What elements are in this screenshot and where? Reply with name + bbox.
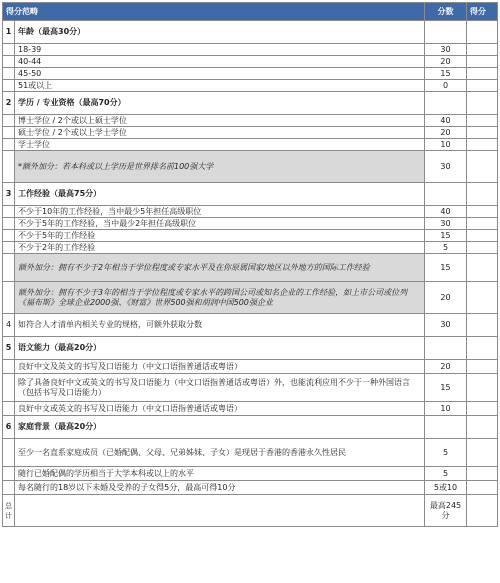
row-label: 随行已婚配偶的学历相当于大学本科或以上的水平 — [15, 467, 425, 481]
section-number: 4 — [3, 314, 15, 337]
bonus-row — [3, 254, 498, 282]
row-score: 5 — [425, 242, 467, 254]
row-label: 不少于2年的工作经验 — [15, 242, 425, 254]
bonus-label: *额外加分：若本科或以上学历是世界排名前100强大学 — [15, 151, 425, 183]
table-row — [3, 115, 498, 127]
row-score: 10 — [425, 139, 467, 151]
row-score: 20 — [425, 127, 467, 139]
bonus-label: 额外加分：拥有不少于2年相当于学位程度或专家水平及在你原属国家/地区以外地方的国际工作经验 — [15, 254, 425, 282]
table-row — [3, 44, 498, 56]
section-title: 家庭背景（最高20分） — [15, 416, 425, 439]
section-talent — [3, 314, 498, 337]
row-score: 30 — [425, 218, 467, 230]
section-title: 学历 / 专业资格（最高70分） — [15, 92, 425, 115]
section-number: 6 — [3, 416, 15, 439]
table-row — [3, 127, 498, 139]
table-row — [3, 481, 498, 495]
header-my-score: 得分 — [467, 3, 498, 21]
row-score: 30 — [425, 314, 467, 337]
table-row — [3, 80, 498, 92]
table-row — [3, 360, 498, 374]
points-table — [2, 2, 498, 527]
row-score: 40 — [425, 115, 467, 127]
row-score: 20 — [425, 360, 467, 374]
row-label: 良好中文或英文的书写及口语能力（中文口语指普通话或粤语） — [15, 402, 425, 416]
section-number: 2 — [3, 92, 15, 115]
row-score: 10 — [425, 402, 467, 416]
row-label: 不少于10年的工作经验，当中最少5年担任高级职位 — [15, 206, 425, 218]
total-score: 最高245分 — [425, 495, 467, 527]
row-label: 40-44 — [15, 56, 425, 68]
row-score: 0 — [425, 80, 467, 92]
section-work — [3, 183, 498, 206]
row-score: 5或10 — [425, 481, 467, 495]
bonus-score: 30 — [425, 151, 467, 183]
table-row — [3, 139, 498, 151]
table-row — [3, 467, 498, 481]
table-row — [3, 218, 498, 230]
section-age — [3, 21, 498, 44]
row-score: 15 — [425, 374, 467, 402]
table-row — [3, 242, 498, 254]
table-row — [3, 206, 498, 218]
row-label: 不少于5年的工作经验 — [15, 230, 425, 242]
row-label: 硕士学位 / 2个或以上学士学位 — [15, 127, 425, 139]
table-row — [3, 402, 498, 416]
row-score: 15 — [425, 230, 467, 242]
section-language — [3, 337, 498, 360]
row-label: 博士学位 / 2个或以上硕士学位 — [15, 115, 425, 127]
section-title: 年龄（最高30分） — [15, 21, 425, 44]
section-title: 工作经验（最高75分） — [15, 183, 425, 206]
section-family — [3, 416, 498, 439]
total-row — [3, 495, 498, 527]
bonus-score: 20 — [425, 282, 467, 314]
table-row — [3, 439, 498, 467]
row-label: 良好中文及英文的书写及口语能力（中文口语指普通话或粤语） — [15, 360, 425, 374]
row-label: 除了具备良好中文或英文的书写及口语能力（中文口语指普通话或粤语）外，也能流利应用不少于一种外国语言（包括书写及口语能力） — [15, 374, 425, 402]
row-label: 每名随行的18岁以下未婚及受养的子女得5分，最高可得10分 — [15, 481, 425, 495]
row-score: 40 — [425, 206, 467, 218]
section-number: 5 — [3, 337, 15, 360]
section-number: 1 — [3, 21, 15, 44]
bonus-label: 额外加分：拥有不少于3年的相当于学位程度或专家水平的跨国公司或知名企业的工作经验，如上市公司或位列《福布斯》全球企业2000强、《财富》世界500强和胡润中国500强企业 — [15, 282, 425, 314]
row-label: 如符合人才清单内相关专业的规格，可额外获取分数 — [15, 314, 425, 337]
bonus-score: 15 — [425, 254, 467, 282]
table-row — [3, 56, 498, 68]
row-label: 45-50 — [15, 68, 425, 80]
row-score: 20 — [425, 56, 467, 68]
section-number: 3 — [3, 183, 15, 206]
section-title: 语文能力（最高20分） — [15, 337, 425, 360]
row-label: 学士学位 — [15, 139, 425, 151]
row-score: 15 — [425, 68, 467, 80]
table-header — [3, 3, 498, 21]
header-score: 分数 — [425, 3, 467, 21]
row-label: 18-39 — [15, 44, 425, 56]
row-label: 51或以上 — [15, 80, 425, 92]
table-row — [3, 374, 498, 402]
table-row — [3, 68, 498, 80]
bonus-row — [3, 151, 498, 183]
bonus-row — [3, 282, 498, 314]
row-score: 5 — [425, 439, 467, 467]
table-row — [3, 230, 498, 242]
row-label: 不少于5年的工作经验，当中最少2年担任高级职位 — [15, 218, 425, 230]
total-label: 总计 — [3, 495, 15, 527]
section-education — [3, 92, 498, 115]
row-label: 至少一名直系家庭成员（已婚配偶、父母、兄弟姊妹、子女）是现居于香港的香港永久性居民 — [15, 439, 425, 467]
row-score: 5 — [425, 467, 467, 481]
row-score: 30 — [425, 44, 467, 56]
header-category: 得分范畴 — [3, 3, 425, 21]
